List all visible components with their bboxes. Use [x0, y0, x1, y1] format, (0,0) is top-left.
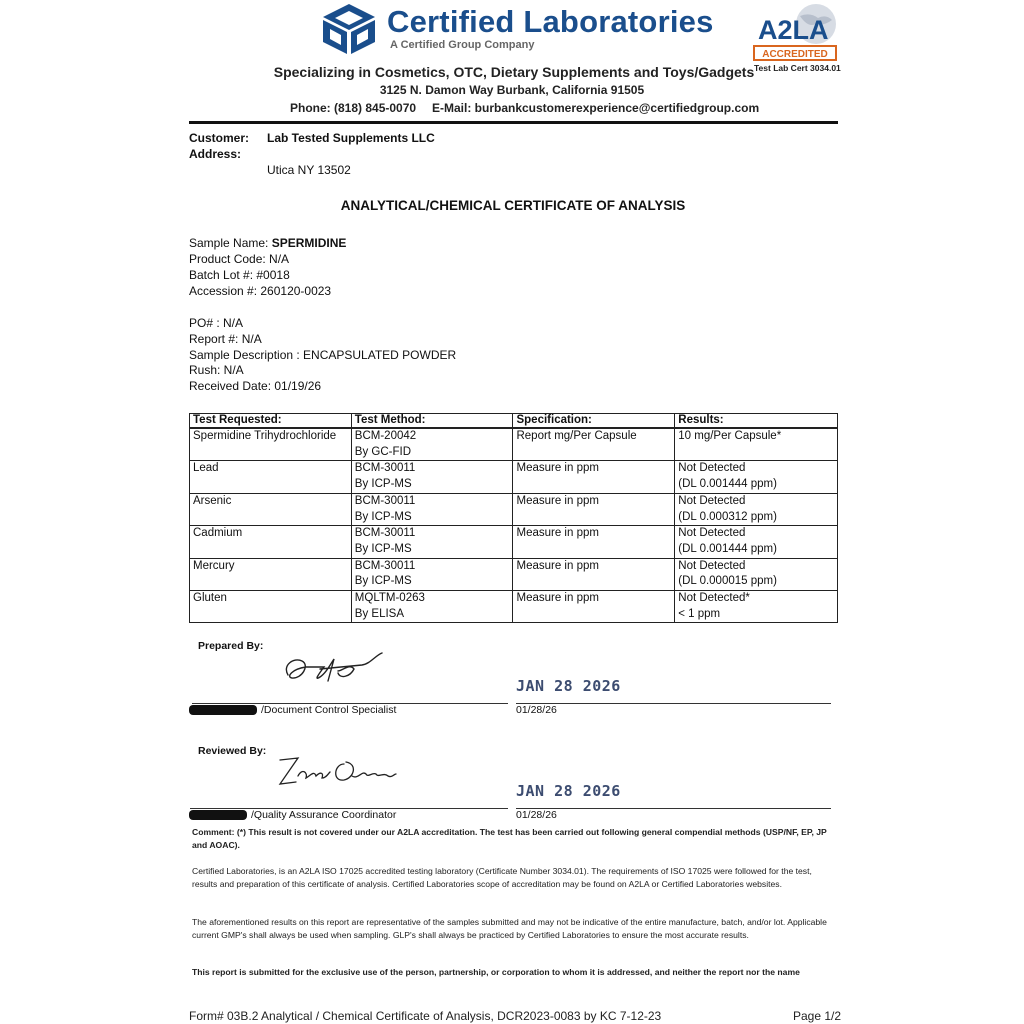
- reviewed-by-label: Reviewed By:: [198, 745, 267, 757]
- test-spec: Measure in ppm: [513, 461, 675, 493]
- test-method: [351, 558, 513, 590]
- page-number: Page 1/2: [793, 1009, 842, 1023]
- method-technique: By ICP-MS: [354, 478, 412, 491]
- a2la-cert-number: Test Lab Cert 3034.01: [754, 63, 841, 73]
- test-method: [351, 428, 513, 461]
- reviewed-signature: [274, 750, 402, 794]
- customer-label: Customer:: [189, 131, 250, 145]
- company-logo-icon: [320, 2, 378, 56]
- result-value: Not Detected: [678, 494, 746, 507]
- accredited-label: ACCREDITED: [762, 49, 828, 60]
- test-spec: Measure in ppm: [513, 558, 675, 590]
- table-row: [190, 461, 838, 493]
- result-detail: < 1 ppm: [678, 607, 721, 620]
- form-footer: Form# 03B.2 Analytical / Chemical Certificate of Analysis, DCR2023-0083 by KC 7-12-23: [189, 1009, 662, 1023]
- method-code: BCM-30011: [354, 462, 416, 475]
- reviewed-date-stamp: JAN 28 2026: [516, 782, 621, 800]
- reviewed-date-line: [516, 808, 831, 809]
- result-value: Not Detected*: [678, 592, 750, 605]
- test-name: Mercury: [190, 558, 352, 590]
- result-detail: (DL 0.001444 ppm): [678, 478, 777, 491]
- sample-name-label: Sample Name:: [189, 236, 272, 250]
- test-spec: Measure in ppm: [513, 493, 675, 525]
- company-name: Certified Laboratories: [387, 4, 714, 39]
- table-row: [190, 428, 838, 461]
- address-value: Utica NY 13502: [267, 163, 351, 177]
- received-date: Received Date: 01/19/26: [189, 379, 322, 393]
- prepared-by-label: Prepared By:: [198, 640, 264, 652]
- result-value: Not Detected: [678, 527, 746, 540]
- result-detail: (DL 0.001444 ppm): [678, 542, 777, 555]
- table-row: [190, 493, 838, 525]
- table-header-row: [190, 414, 838, 429]
- prepared-date-stamp: JAN 28 2026: [516, 677, 621, 695]
- test-name: Lead: [190, 461, 352, 493]
- reviewed-date: 01/28/26: [516, 809, 557, 821]
- result-value: 10 mg/Per Capsule*: [678, 430, 782, 442]
- test-result: [675, 526, 838, 558]
- sample-name-value: SPERMIDINE: [271, 236, 347, 250]
- redacted-name: [189, 810, 247, 820]
- test-spec: Measure in ppm: [513, 526, 675, 558]
- lab-address: 3125 N. Damon Way Burbank, California 91505: [379, 83, 645, 97]
- table-row: [190, 591, 838, 623]
- header-specification: Specification:: [513, 414, 675, 429]
- method-code: BCM-20042: [354, 430, 417, 442]
- test-name: Arsenic: [190, 493, 352, 525]
- result-value: Not Detected: [678, 559, 746, 572]
- test-name: Gluten: [190, 591, 352, 623]
- specializing-line: Specializing in Cosmetics, OTC, Dietary Supplements and Toys/Gadgets: [273, 64, 755, 80]
- exclusive-use-note: This report is submitted for the exclusive use of the person, partnership, or corporation to whom it is addressed, and neither the report nor the name: [192, 967, 800, 977]
- po-number: PO# : N/A: [189, 316, 244, 330]
- prepared-role: /Document Control Specialist: [261, 704, 397, 716]
- reviewed-role: /Quality Assurance Coordinator: [251, 809, 397, 821]
- representative-note: The aforementioned results on this report are representative of the samples submitted and may not be indicative of the entire manufacture, batch, and/or lot. Applicable current GMP's shall always be used when sampling. GLP's shall always be practiced by Certified Laboratories to ensure the most accurate results.: [192, 917, 827, 940]
- result-value: Not Detected: [678, 462, 746, 475]
- method-technique: By ICP-MS: [354, 510, 412, 523]
- report-number: Report #: N/A: [189, 332, 262, 346]
- test-result: [675, 461, 838, 493]
- results-table: [189, 413, 838, 623]
- prepared-date-line: [516, 703, 831, 704]
- test-result: [675, 428, 838, 461]
- sample-name: [189, 236, 346, 250]
- comment-note: Comment: (*) This result is not covered under our A2LA accreditation. The test has been carried out following general compendial methods (USP/NF, EP, JP and AOAC).: [192, 827, 827, 850]
- product-code: Product Code: N/A: [189, 252, 290, 266]
- lab-email: E-Mail: burbankcustomerexperience@certifiedgroup.com: [432, 101, 760, 115]
- test-spec: Report mg/Per Capsule: [513, 428, 675, 461]
- lab-phone: Phone: (818) 845-0070: [290, 101, 417, 115]
- test-method: [351, 493, 513, 525]
- method-technique: By ELISA: [354, 607, 405, 620]
- prepared-date: 01/28/26: [516, 704, 557, 716]
- document-title: ANALYTICAL/CHEMICAL CERTIFICATE OF ANALYSIS: [340, 198, 686, 213]
- result-detail: (DL 0.000312 ppm): [678, 510, 777, 523]
- header-test-requested: Test Requested:: [190, 414, 352, 429]
- table-row: [190, 526, 838, 558]
- header-divider: [189, 121, 838, 124]
- a2la-badge-text: A2LA: [758, 15, 829, 45]
- test-result: [675, 558, 838, 590]
- table-row: [190, 558, 838, 590]
- test-method: [351, 526, 513, 558]
- test-name: Spermidine Trihydrochloride: [190, 428, 352, 461]
- batch-lot: Batch Lot #: #0018: [189, 268, 290, 282]
- redacted-name: [189, 705, 257, 715]
- sample-description: Sample Description : ENCAPSULATED POWDER: [189, 348, 457, 362]
- address-label: Address:: [189, 147, 242, 161]
- test-method: [351, 591, 513, 623]
- header-results: Results:: [675, 414, 838, 429]
- result-detail: (DL 0.000015 ppm): [678, 575, 777, 588]
- method-code: BCM-30011: [354, 559, 416, 572]
- method-technique: By ICP-MS: [354, 542, 412, 555]
- accession-number: Accession #: 260120-0023: [189, 284, 332, 298]
- company-subtitle: A Certified Group Company: [390, 39, 535, 51]
- method-code: MQLTM-0263: [354, 592, 425, 605]
- rush: Rush: N/A: [189, 363, 244, 377]
- test-spec: Measure in ppm: [513, 591, 675, 623]
- method-technique: By GC-FID: [354, 445, 412, 458]
- method-technique: By ICP-MS: [354, 575, 412, 588]
- test-method: [351, 461, 513, 493]
- test-result: [675, 493, 838, 525]
- test-result: [675, 591, 838, 623]
- header-test-method: Test Method:: [351, 414, 513, 429]
- prepared-signature: [280, 645, 395, 689]
- method-code: BCM-30011: [354, 527, 416, 540]
- a2la-accreditation-badge: [752, 2, 838, 62]
- accreditation-note: Certified Laboratories, is an A2LA ISO 17025 accredited testing laboratory (Certificate Number 3034.01). The requirements of ISO 17025 were followed for the test, results and preparation of this certificate of analysis. Certified Laboratories scope of accreditation may be found on A2LA or Certified Laboratories websites.: [192, 866, 812, 889]
- test-name: Cadmium: [190, 526, 352, 558]
- customer-value: Lab Tested Supplements LLC: [267, 131, 435, 145]
- method-code: BCM-30011: [354, 494, 416, 507]
